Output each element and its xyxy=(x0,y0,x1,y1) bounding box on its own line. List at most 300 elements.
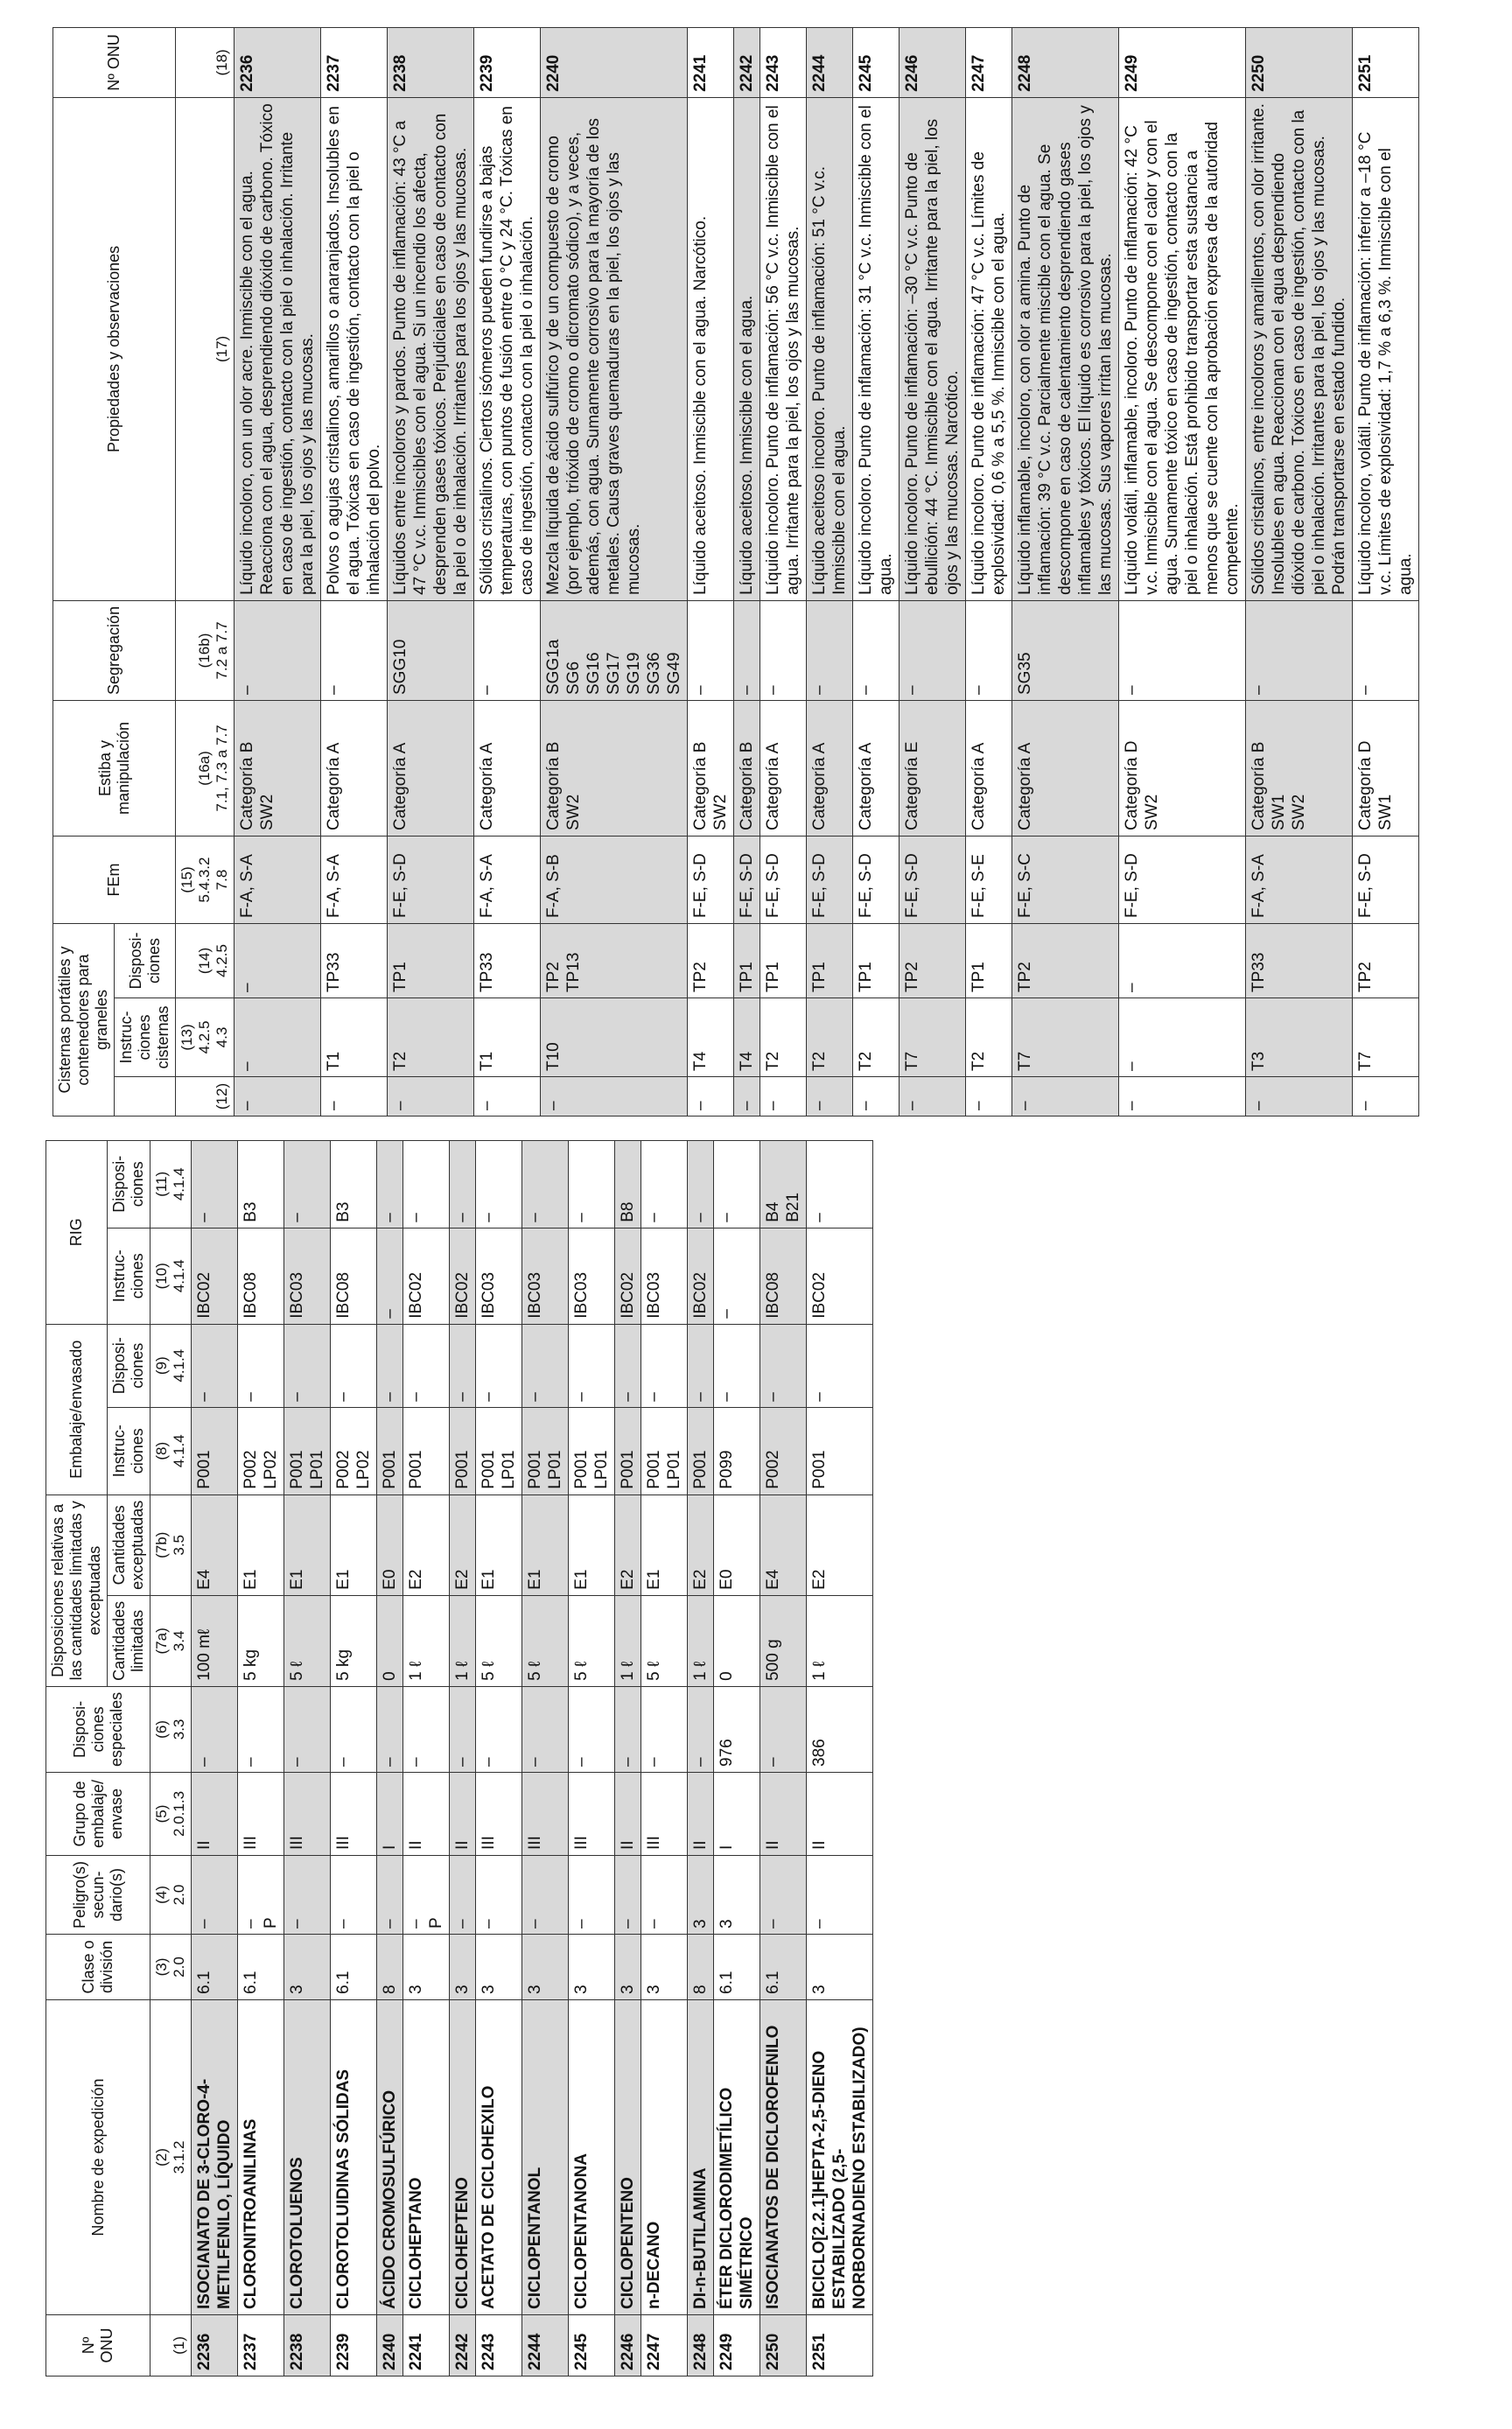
subsidiary-hazard-cell: – xyxy=(192,1855,238,1934)
limited-quantity-cell: 5 ℓ xyxy=(569,1595,615,1686)
tank-instruction-cell: T7 xyxy=(1012,998,1119,1077)
un-number: 2248 xyxy=(1012,27,1119,97)
un-number: 2241 xyxy=(403,2315,450,2376)
packing-instruction-cell: P099 xyxy=(714,1407,760,1494)
excepted-quantity-cell: E2 xyxy=(688,1494,714,1595)
shipping-name: ACETATO DE CICLOHEXILO xyxy=(476,2000,522,2315)
excepted-quantity-cell: E1 xyxy=(331,1494,377,1595)
col-header-cist-disp: Disposi-ciones xyxy=(115,924,176,998)
ibc-provision-cell: – xyxy=(641,1140,688,1228)
column-ref: (9) 4.1.4 xyxy=(150,1324,192,1407)
segregation-cell: – xyxy=(1119,600,1246,700)
column-ref: (7b) 3.5 xyxy=(150,1494,192,1595)
ibc-provision-cell: – xyxy=(476,1140,522,1228)
special-provisions-cell: – xyxy=(615,1686,641,1772)
table-row xyxy=(900,27,966,1116)
tank-provision-cell: TP1 xyxy=(853,924,900,998)
un-number: 2247 xyxy=(641,2315,688,2376)
special-provisions-cell: – xyxy=(569,1686,615,1772)
tank-provision-cell: TP1 xyxy=(807,924,853,998)
tank-provision-cell: TP33 xyxy=(321,924,388,998)
ems-cell: F-E, S-D xyxy=(807,836,853,924)
column-reference-row xyxy=(150,1140,192,2376)
tank-instruction-cell: T4 xyxy=(734,998,760,1077)
tank-provision-cell: TP2 xyxy=(688,924,734,998)
ibc-provision-cell: B3 xyxy=(238,1140,284,1228)
dangerous-goods-list-part-1 xyxy=(46,1140,873,2376)
class-cell: 3 xyxy=(569,1935,615,2000)
packing-group-cell: III xyxy=(476,1772,522,1855)
ems-cell: F-E, S-D xyxy=(1119,836,1246,924)
class-cell: 3 xyxy=(450,1935,476,2000)
ibc-instruction-cell: IBC03 xyxy=(641,1228,688,1324)
tank-instruction-cell: T1 xyxy=(321,998,388,1077)
column-ref: (7a) 3.4 xyxy=(150,1595,192,1686)
column-ref: (6) 3.3 xyxy=(150,1686,192,1772)
ibc-provision-cell: – xyxy=(450,1140,476,1228)
class-cell: 8 xyxy=(688,1935,714,2000)
ibc-instruction-cell: IBC02 xyxy=(403,1228,450,1324)
ibc-instruction-cell: IBC08 xyxy=(331,1228,377,1324)
column-12-cell: – xyxy=(760,1077,807,1116)
class-cell: 6.1 xyxy=(192,1935,238,2000)
tank-instruction-cell: T7 xyxy=(900,998,966,1077)
stowage-cell: Categoría A xyxy=(1012,701,1119,836)
packing-provision-cell: – xyxy=(476,1324,522,1407)
un-number: 2237 xyxy=(321,27,388,97)
ibc-instruction-cell: IBC02 xyxy=(192,1228,238,1324)
un-number: 2241 xyxy=(688,27,734,97)
col-header-cant-lim: Cantidades limitadas xyxy=(108,1595,150,1686)
table-row xyxy=(807,1140,873,2376)
ems-cell: F-E, S-D xyxy=(388,836,474,924)
packing-provision-cell: – xyxy=(377,1324,403,1407)
special-provisions-cell: – xyxy=(641,1686,688,1772)
packing-provision-cell: – xyxy=(284,1324,331,1407)
tank-instruction-cell: T10 xyxy=(541,998,688,1077)
ibc-instruction-cell: IBC08 xyxy=(238,1228,284,1324)
un-number: 2239 xyxy=(331,2315,377,2376)
tank-provision-cell: TP1 xyxy=(734,924,760,998)
shipping-name: CICLOPENTANONA xyxy=(569,2000,615,2315)
table-row xyxy=(1246,27,1353,1116)
dangerous-goods-list-part-2 xyxy=(52,27,1419,1116)
col-header-rig: RIG xyxy=(46,1140,108,1324)
limited-quantity-cell: 1 ℓ xyxy=(403,1595,450,1686)
class-cell: 6.1 xyxy=(331,1935,377,2000)
shipping-name: CICLOPENTENO xyxy=(615,2000,641,2315)
segregation-cell: – xyxy=(234,600,321,700)
ibc-instruction-cell: IBC02 xyxy=(688,1228,714,1324)
limited-quantity-cell: 5 ℓ xyxy=(476,1595,522,1686)
column-12-cell: – xyxy=(734,1077,760,1116)
col-header-clase: Clase o división xyxy=(46,1935,150,2000)
properties-cell: Mezcla líquida de ácido sulfúrico y de un compuesto de cromo (por ejemplo, trióxido de cromo o dicromato sódico), y a veces, además, con agua. Sumamente corrosivo para la mayoría de los metales. Causa graves quemaduras en la piel, los ojos y las mucosas. xyxy=(541,97,688,600)
ems-cell: F-A, S-A xyxy=(234,836,321,924)
un-number: 2243 xyxy=(760,27,807,97)
ems-cell: F-A, S-A xyxy=(474,836,541,924)
properties-cell: Líquido incoloro, con un olor acre. Inmiscible con el agua. Reacciona con el agua, desprendiendo dióxido de carbono. Tóxico en caso de ingestión, contacto con la piel o inhalación. Irritante para la piel, los ojos y las mucosas. xyxy=(234,97,321,600)
ibc-provision-cell: B4 B21 xyxy=(760,1140,807,1228)
properties-cell: Líquidos entre incoloros y pardos. Punto de inflamación: 43 °C a 47 °C v.c. Inmiscibles con el agua. Si un incendio los afecta, desprenden gases tóxicos. Perjudiciales en caso de contacto con la piel o de inhalación. Irritantes para los ojos y las mucosas. xyxy=(388,97,474,600)
table-row xyxy=(321,27,388,1116)
un-number: 2236 xyxy=(192,2315,238,2376)
tank-provision-cell: TP2 xyxy=(900,924,966,998)
packing-instruction-cell: P001 LP01 xyxy=(284,1407,331,1494)
packing-provision-cell: – xyxy=(760,1324,807,1407)
tank-instruction-cell: T4 xyxy=(688,998,734,1077)
un-number: 2239 xyxy=(474,27,541,97)
properties-cell: Líquido incoloro. Punto de inflamación: 47 °C v.c. Límites de explosividad: 0,6 % a 5,5 %. Inmiscible con el agua. xyxy=(966,97,1012,600)
tank-instruction-cell: – xyxy=(1119,998,1246,1077)
un-number: 2240 xyxy=(541,27,688,97)
packing-group-cell: II xyxy=(760,1772,807,1855)
excepted-quantity-cell: E1 xyxy=(284,1494,331,1595)
table-row xyxy=(966,27,1012,1116)
table-row xyxy=(688,27,734,1116)
table-row xyxy=(807,27,853,1116)
column-12-cell: – xyxy=(541,1077,688,1116)
column-12-cell: – xyxy=(1119,1077,1246,1116)
segregation-cell: SG35 xyxy=(1012,600,1119,700)
ibc-instruction-cell: IBC08 xyxy=(760,1228,807,1324)
table-body xyxy=(192,1140,873,2376)
col-header-cisternas: Cisternas portátiles y contenedores para graneles xyxy=(53,924,115,1116)
table-row xyxy=(688,1140,714,2376)
segregation-cell: SGG1a SG6 SG16 SG17 SG19 SG36 SG49 xyxy=(541,600,688,700)
stowage-cell: Categoría A xyxy=(474,701,541,836)
special-provisions-cell: – xyxy=(403,1686,450,1772)
table-row xyxy=(234,27,321,1116)
col-header-embalaje: Embalaje/envasado xyxy=(46,1324,108,1494)
limited-quantity-cell: 1 ℓ xyxy=(688,1595,714,1686)
segregation-cell: – xyxy=(966,600,1012,700)
shipping-name: CLOROTOLUIDINAS SÓLIDAS xyxy=(331,2000,377,2315)
subsidiary-hazard-cell: 3 xyxy=(688,1855,714,1934)
ems-cell: F-E, S-C xyxy=(1012,836,1119,924)
packing-instruction-cell: P001 LP01 xyxy=(641,1407,688,1494)
packing-instruction-cell: P001 xyxy=(192,1407,238,1494)
column-ref: (15) 5.4.3.2 7.8 xyxy=(176,836,234,924)
column-ref: (1) xyxy=(150,2315,192,2376)
stowage-cell: Categoría B SW2 xyxy=(541,701,688,836)
header-row-1 xyxy=(46,1140,108,2376)
subsidiary-hazard-cell: – xyxy=(641,1855,688,1934)
col-header-grupo: Grupo de embalaje/ envase xyxy=(46,1772,150,1855)
shipping-name: CICLOHEPTENO xyxy=(450,2000,476,2315)
table-row xyxy=(192,1140,238,2376)
ibc-provision-cell: – xyxy=(569,1140,615,1228)
table-row xyxy=(1353,27,1419,1116)
ibc-instruction-cell: IBC03 xyxy=(569,1228,615,1324)
column-ref: (8) 4.1.4 xyxy=(150,1407,192,1494)
col-header-cist-instr: Instruc-ciones cisternas xyxy=(115,998,176,1077)
ibc-provision-cell: – xyxy=(377,1140,403,1228)
un-number: 2249 xyxy=(1119,27,1246,97)
packing-group-cell: I xyxy=(714,1772,760,1855)
shipping-name: CICLOHEPTANO xyxy=(403,2000,450,2315)
limited-quantity-cell: 0 xyxy=(377,1595,403,1686)
tank-provision-cell: TP2 TP13 xyxy=(541,924,688,998)
ibc-instruction-cell: IBC02 xyxy=(807,1228,873,1324)
column-12-cell: – xyxy=(966,1077,1012,1116)
class-cell: 6.1 xyxy=(714,1935,760,2000)
special-provisions-cell: – xyxy=(688,1686,714,1772)
ems-cell: F-E, S-D xyxy=(734,836,760,924)
properties-cell: Líquido aceitoso. Inmiscible con el agua. xyxy=(734,97,760,600)
properties-cell: Líquido volátil, inflamable, incoloro. Punto de inflamación: 42 °C v.c. Inmiscible con el agua. Se descompone con el calor y con el agua. Sumamente tóxico en caso de ingestión, contacto con la piel o inhalación. Está prohibido transportar esta sustancia a menos que se cuente con la aprobación expresa de la autoridad competente. xyxy=(1119,97,1246,600)
properties-cell: Líquido inflamable, incoloro, con olor a amina. Punto de inflamación: 39 °C v.c. Parcialmente miscible con el agua. Se descompone en caso de calentamiento desprendiendo gases inflamables y tóxicos. El líquido es corrosivo para la piel, los ojos y las mucosas. Sus vapores irritan las mucosas. xyxy=(1012,97,1119,600)
subsidiary-hazard-cell: – xyxy=(615,1855,641,1934)
packing-instruction-cell: P002 xyxy=(760,1407,807,1494)
special-provisions-cell: – xyxy=(331,1686,377,1772)
tank-instruction-cell: T2 xyxy=(760,998,807,1077)
col-header-blank xyxy=(115,1077,176,1116)
table-row xyxy=(641,1140,688,2376)
ems-cell: F-A, S-A xyxy=(1246,836,1353,924)
class-cell: 3 xyxy=(403,1935,450,2000)
tank-instruction-cell: T3 xyxy=(1246,998,1353,1077)
limited-quantity-cell: 1 ℓ xyxy=(615,1595,641,1686)
tank-instruction-cell: T2 xyxy=(388,998,474,1077)
packing-instruction-cell: P002 LP02 xyxy=(331,1407,377,1494)
tank-provision-cell: TP1 xyxy=(760,924,807,998)
special-provisions-cell: 386 xyxy=(807,1686,873,1772)
packing-instruction-cell: P001 LP01 xyxy=(522,1407,569,1494)
un-number: 2251 xyxy=(807,2315,873,2376)
ems-cell: F-E, S-D xyxy=(853,836,900,924)
table-row xyxy=(1012,27,1119,1116)
un-number: 2243 xyxy=(476,2315,522,2376)
column-ref: (16a) 7.1, 7.3 a 7.7 xyxy=(176,701,234,836)
ibc-instruction-cell: IBC03 xyxy=(284,1228,331,1324)
packing-group-cell: II xyxy=(403,1772,450,1855)
segregation-cell: – xyxy=(734,600,760,700)
stowage-cell: Categoría B SW2 xyxy=(234,701,321,836)
subsidiary-hazard-cell: – P xyxy=(238,1855,284,1934)
table-row xyxy=(377,1140,403,2376)
properties-cell: Líquido incoloro. Punto de inflamación: –30 °C v.c. Punto de ebullición: 44 °C. Inmiscible con el agua. Irritante para la piel, los ojos y las mucosas. Narcótico. xyxy=(900,97,966,600)
packing-instruction-cell: P001 xyxy=(807,1407,873,1494)
shipping-name: ISOCIANATOS DE DICLOROFENILO xyxy=(760,2000,807,2315)
limited-quantity-cell: 5 ℓ xyxy=(522,1595,569,1686)
col-header-estiba: Estiba y manipulación xyxy=(53,701,176,836)
packing-group-cell: I xyxy=(377,1772,403,1855)
ibc-provision-cell: – xyxy=(522,1140,569,1228)
subsidiary-hazard-cell: – P xyxy=(403,1855,450,1934)
shipping-name: n-DECANO xyxy=(641,2000,688,2315)
shipping-name: ÉTER DICLORODIMETÍLICO SIMÉTRICO xyxy=(714,2000,760,2315)
segregation-cell: – xyxy=(807,600,853,700)
col-header-name: Nombre de expedición xyxy=(46,2000,150,2315)
packing-group-cell: III xyxy=(331,1772,377,1855)
packing-provision-cell: – xyxy=(331,1324,377,1407)
tank-instruction-cell: T7 xyxy=(1353,998,1419,1077)
packing-group-cell: III xyxy=(569,1772,615,1855)
ems-cell: F-E, S-D xyxy=(900,836,966,924)
col-header-rig-disp: Disposi-ciones xyxy=(108,1140,150,1228)
un-number: 2238 xyxy=(388,27,474,97)
segregation-cell: – xyxy=(900,600,966,700)
table-row xyxy=(760,27,807,1116)
col-header-peligro: Peligro(s) secun-dario(s) xyxy=(46,1855,150,1934)
col-header-emb-disp: Disposi-ciones xyxy=(108,1324,150,1407)
packing-instruction-cell: P001 LP01 xyxy=(569,1407,615,1494)
properties-cell: Sólidos cristalinos, entre incoloros y amarillentos, con olor irritante. Insolubles en agua. Reaccionan con el agua desprendiendo dióxido de carbono. Tóxicos en caso de ingestión, contacto con la piel o inhalación. Irritantes para la piel, los ojos y las mucosas. Podrán transportarse en estado fundido. xyxy=(1246,97,1353,600)
un-number: 2236 xyxy=(234,27,321,97)
class-cell: 6.1 xyxy=(238,1935,284,2000)
ibc-instruction-cell: IBC03 xyxy=(476,1228,522,1324)
special-provisions-cell: – xyxy=(284,1686,331,1772)
excepted-quantity-cell: E0 xyxy=(714,1494,760,1595)
stowage-cell: Categoría A xyxy=(853,701,900,836)
class-cell: 6.1 xyxy=(760,1935,807,2000)
un-number: 2248 xyxy=(688,2315,714,2376)
subsidiary-hazard-cell: – xyxy=(476,1855,522,1934)
ibc-provision-cell: – xyxy=(284,1140,331,1228)
stowage-cell: Categoría A xyxy=(966,701,1012,836)
un-number: 2244 xyxy=(807,27,853,97)
packing-provision-cell: – xyxy=(450,1324,476,1407)
segregation-cell: – xyxy=(688,600,734,700)
ibc-instruction-cell: IBC02 xyxy=(450,1228,476,1324)
tank-instruction-cell: T2 xyxy=(807,998,853,1077)
packing-instruction-cell: P001 LP01 xyxy=(476,1407,522,1494)
stowage-cell: Categoría E xyxy=(900,701,966,836)
un-number: 2247 xyxy=(966,27,1012,97)
packing-provision-cell: – xyxy=(192,1324,238,1407)
ibc-provision-cell: B8 xyxy=(615,1140,641,1228)
ibc-instruction-cell: – xyxy=(377,1228,403,1324)
limited-quantity-cell: 5 ℓ xyxy=(641,1595,688,1686)
class-cell: 3 xyxy=(284,1935,331,2000)
stowage-cell: Categoría D SW2 xyxy=(1119,701,1246,836)
special-provisions-cell: – xyxy=(450,1686,476,1772)
stowage-cell: Categoría B xyxy=(734,701,760,836)
table-row xyxy=(615,1140,641,2376)
table-row xyxy=(284,1140,331,2376)
segregation-cell: – xyxy=(853,600,900,700)
stowage-cell: Categoría A xyxy=(321,701,388,836)
properties-cell: Líquido incoloro. Punto de inflamación: 31 °C v.c. Inmiscible con el agua. xyxy=(853,97,900,600)
packing-group-cell: II xyxy=(615,1772,641,1855)
properties-cell: Líquido incoloro, volátil. Punto de inflamación: inferior a –18 °C v.c. Límites de explosividad: 1,7 % a 6,3 %. Inmiscible con el agua. xyxy=(1353,97,1419,600)
shipping-name: CLORONITROANILINAS xyxy=(238,2000,284,2315)
column-ref: (12) xyxy=(176,1077,234,1116)
table-row xyxy=(474,27,541,1116)
properties-cell: Líquido aceitoso. Inmiscible con el agua. Narcótico. xyxy=(688,97,734,600)
packing-group-cell: II xyxy=(192,1772,238,1855)
limited-quantity-cell: 1 ℓ xyxy=(450,1595,476,1686)
shipping-name: ÁCIDO CROMOSULFÚRICO xyxy=(377,2000,403,2315)
segregation-cell: SGG10 xyxy=(388,600,474,700)
packing-provision-cell: – xyxy=(807,1324,873,1407)
tank-provision-cell: – xyxy=(234,924,321,998)
packing-provision-cell: – xyxy=(522,1324,569,1407)
header-row-1 xyxy=(53,27,115,1116)
table-row xyxy=(569,1140,615,2376)
subsidiary-hazard-cell: – xyxy=(450,1855,476,1934)
tank-provision-cell: TP33 xyxy=(474,924,541,998)
ems-cell: F-E, S-D xyxy=(1353,836,1419,924)
segregation-cell: – xyxy=(1246,600,1353,700)
column-12-cell: – xyxy=(1353,1077,1419,1116)
shipping-name: ISOCIANATO DE 3-CLORO-4-METILFENILO, LÍQUIDO xyxy=(192,2000,238,2315)
excepted-quantity-cell: E1 xyxy=(238,1494,284,1595)
ibc-provision-cell: – xyxy=(807,1140,873,1228)
column-12-cell: – xyxy=(688,1077,734,1116)
un-number: 2250 xyxy=(760,2315,807,2376)
ems-cell: F-A, S-B xyxy=(541,836,688,924)
table-row xyxy=(1119,27,1246,1116)
packing-group-cell: II xyxy=(450,1772,476,1855)
segregation-cell: – xyxy=(321,600,388,700)
table-row xyxy=(760,1140,807,2376)
class-cell: 3 xyxy=(522,1935,569,2000)
tank-provision-cell: – xyxy=(1119,924,1246,998)
column-12-cell: – xyxy=(234,1077,321,1116)
table-row xyxy=(853,27,900,1116)
tank-provision-cell: TP1 xyxy=(388,924,474,998)
column-12-cell: – xyxy=(321,1077,388,1116)
tank-instruction-cell: – xyxy=(234,998,321,1077)
un-number: 2246 xyxy=(900,27,966,97)
packing-group-cell: III xyxy=(284,1772,331,1855)
segregation-cell: – xyxy=(760,600,807,700)
stowage-cell: Categoría B SW2 xyxy=(688,701,734,836)
un-number: 2244 xyxy=(522,2315,569,2376)
tank-provision-cell: TP33 xyxy=(1246,924,1353,998)
properties-cell: Sólidos cristalinos. Ciertos isómeros pueden fundirse a bajas temperaturas, con puntos de fusión entre 0 °C y 24 °C. Tóxicas en caso de ingestión, contacto con la piel o inhalación. xyxy=(474,97,541,600)
shipping-name: DI-n-BUTILAMINA xyxy=(688,2000,714,2315)
col-header-onu-right: Nº ONU xyxy=(53,27,176,97)
un-number: 2250 xyxy=(1246,27,1353,97)
column-12-cell: – xyxy=(1246,1077,1353,1116)
ibc-instruction-cell: – xyxy=(714,1228,760,1324)
packing-instruction-cell: P001 xyxy=(403,1407,450,1494)
special-provisions-cell: – xyxy=(377,1686,403,1772)
un-number: 2242 xyxy=(734,27,760,97)
ibc-provision-cell: – xyxy=(403,1140,450,1228)
column-ref: (5) 2.0.1.3 xyxy=(150,1772,192,1855)
shipping-name: CLOROTOLUENOS xyxy=(284,2000,331,2315)
excepted-quantity-cell: E4 xyxy=(192,1494,238,1595)
column-reference-row xyxy=(176,27,234,1116)
packing-group-cell: III xyxy=(641,1772,688,1855)
subsidiary-hazard-cell: – xyxy=(522,1855,569,1934)
tank-instruction-cell: T2 xyxy=(966,998,1012,1077)
segregation-cell: – xyxy=(474,600,541,700)
limited-quantity-cell: 5 ℓ xyxy=(284,1595,331,1686)
tank-provision-cell: TP2 xyxy=(1353,924,1419,998)
packing-group-cell: III xyxy=(522,1772,569,1855)
ibc-provision-cell: – xyxy=(714,1140,760,1228)
column-ref: (2) 3.1.2 xyxy=(150,2000,192,2315)
excepted-quantity-cell: E1 xyxy=(569,1494,615,1595)
subsidiary-hazard-cell: – xyxy=(569,1855,615,1934)
table-row xyxy=(238,1140,284,2376)
limited-quantity-cell: 1 ℓ xyxy=(807,1595,873,1686)
special-provisions-cell: – xyxy=(476,1686,522,1772)
tank-instruction-cell: T1 xyxy=(474,998,541,1077)
table-row xyxy=(714,1140,760,2376)
column-ref: (18) xyxy=(176,27,234,97)
packing-provision-cell: – xyxy=(569,1324,615,1407)
excepted-quantity-cell: E0 xyxy=(377,1494,403,1595)
packing-provision-cell: – xyxy=(641,1324,688,1407)
packing-provision-cell: – xyxy=(403,1324,450,1407)
stowage-cell: Categoría A xyxy=(388,701,474,836)
